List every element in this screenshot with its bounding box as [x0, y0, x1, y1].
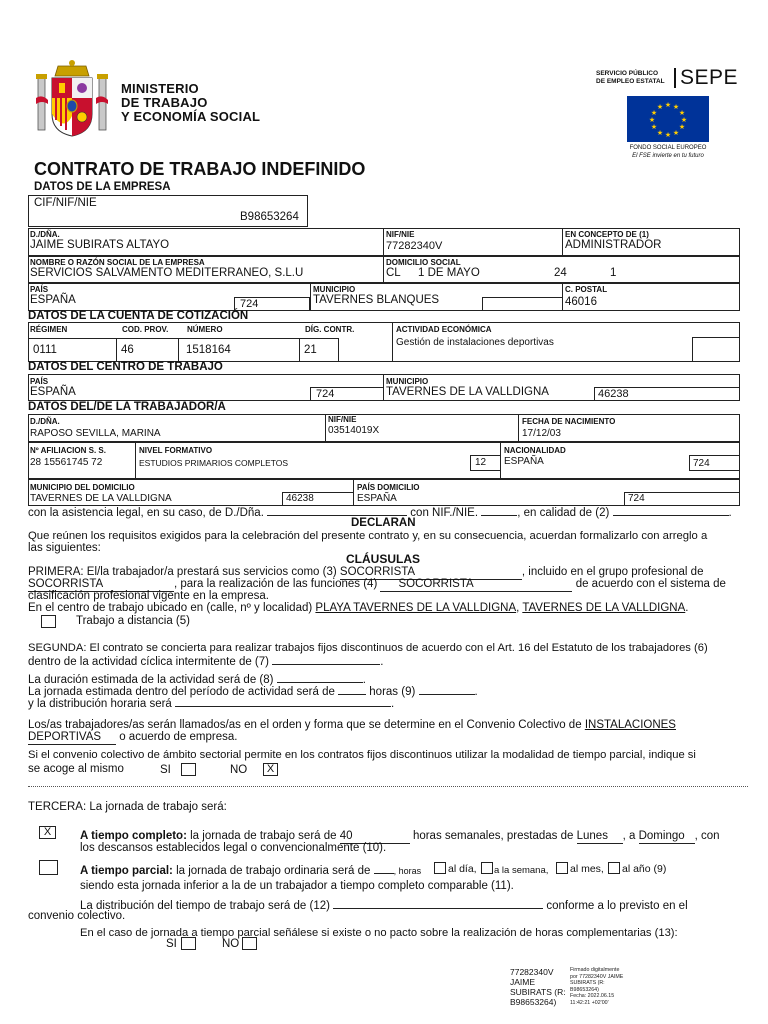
dia-inicio-field[interactable]: Lunes	[577, 830, 623, 844]
parcial-horas-field[interactable]	[374, 863, 394, 874]
tiempo-parcial-checkbox[interactable]	[39, 860, 58, 875]
sepe-small-text	[596, 70, 665, 86]
fse-caption	[616, 145, 720, 160]
nivel-label: NIVEL FORMATIVO	[139, 446, 213, 455]
parcial-semana-checkbox[interactable]	[481, 862, 493, 874]
section-empresa: DATOS DE LA EMPRESA	[34, 181, 171, 193]
parcial-text-1: la jornada de trabajo ordinaria será de	[176, 865, 371, 877]
parcial-fd-si-checkbox[interactable]	[181, 763, 196, 776]
parcial-fd-si-label: SI	[160, 764, 171, 776]
pais-dom-label: PAÍS DOMICILIO	[357, 483, 420, 492]
jornada-horas-field[interactable]	[338, 684, 366, 695]
asistencia-text-c: , en calidad de (2)	[517, 507, 610, 519]
asistencia-nif-field[interactable]	[481, 505, 517, 516]
clausulas-heading: CLÁUSULAS	[346, 552, 420, 566]
empresa-row-2-divider	[383, 256, 384, 283]
primera-funciones[interactable]: SOCORRISTA	[380, 578, 572, 592]
signature-detail-5: Fecha: 2022.06.15	[570, 993, 615, 999]
tiempo-completo-checkbox[interactable]: X	[39, 826, 56, 839]
parcial-anyo-checkbox[interactable]	[608, 862, 620, 874]
signature-line-1: 77282340V	[510, 967, 554, 977]
spain-coat-of-arms-logo	[34, 58, 110, 140]
cotizacion-divider	[392, 322, 393, 362]
convenio-line-2[interactable]: DEPORTIVAS	[28, 731, 116, 745]
mun-dom-code[interactable]: 46238	[286, 493, 314, 504]
document-title: CONTRATO DE TRABAJO INDEFINIDO	[34, 159, 366, 179]
numero-value[interactable]: 1518164	[186, 344, 231, 356]
razon-label: NOMBRE O RAZÓN SOCIAL DE LA EMPRESA	[30, 258, 205, 267]
dig-label: DÍG. CONTR.	[305, 325, 355, 334]
trabajador-row-2-divider-1	[135, 442, 136, 479]
nacionalidad-code[interactable]: 724	[693, 458, 710, 469]
sepe-small-line-1: SERVICIO PÚBLICO	[596, 70, 659, 77]
domicilio-tipo[interactable]: CL	[386, 267, 401, 279]
distribucion-line	[80, 898, 688, 913]
duracion-field[interactable]	[277, 672, 363, 683]
complementarias-si-checkbox[interactable]	[181, 937, 196, 950]
segunda-text-d2: horas (9)	[369, 686, 416, 698]
fse-line-2: El FSE invierte en tu futuro	[632, 152, 704, 159]
parcial-horas-label: , horas	[393, 866, 422, 876]
distribucion-text-2: conforme a lo previsto en el	[546, 900, 688, 912]
distribucion-tiempo-field[interactable]	[333, 898, 543, 909]
empresa-row-3-divider-1	[310, 283, 311, 311]
trabajador-dna-value[interactable]: RAPOSO SEVILLA, MARINA	[30, 428, 161, 439]
dia-fin-field[interactable]: Domingo	[639, 830, 695, 844]
distancia-checkbox[interactable]	[41, 615, 56, 628]
jornada-periodo-field[interactable]	[419, 684, 475, 695]
fse-line-1: FONDO SOCIAL EUROPEO	[629, 145, 707, 151]
cif-label: CIF/NIF/NIE	[34, 197, 97, 209]
svg-text:★: ★	[648, 116, 656, 124]
actividad-ciclica-field[interactable]	[272, 654, 380, 665]
centro-pais-value[interactable]: ESPAÑA	[30, 386, 76, 398]
razon-value[interactable]: SERVICIOS SALVAMENTO MEDITERRANEO, S.L.U	[30, 267, 304, 279]
empresa-row-1-divider-2	[562, 228, 563, 256]
tercera-heading: TERCERA: La jornada de trabajo será:	[28, 801, 227, 813]
empresa-municipio-label: MUNICIPIO	[313, 285, 356, 294]
segunda-text-f2: o acuerdo de empresa.	[119, 731, 238, 743]
regimen-value[interactable]: 0111	[33, 344, 57, 356]
nivel-value[interactable]: ESTUDIOS PRIMARIOS COMPLETOS	[139, 458, 289, 468]
primera-localidad[interactable]: TAVERNES DE LA VALLDIGNA	[522, 602, 686, 614]
domicilio-calle[interactable]: 1 DE MAYO	[418, 267, 480, 279]
domicilio-piso[interactable]: 1	[610, 267, 617, 279]
completo-text-1: la jornada de trabajo será de	[190, 830, 337, 842]
primera-text-c: , para la realización de las funciones (4)	[174, 578, 378, 590]
svg-text:★: ★	[664, 131, 672, 139]
dig-value[interactable]: 21	[304, 344, 317, 356]
svg-text:★: ★	[672, 129, 680, 137]
segunda-line-2: dentro de la actividad cíclica intermitente de (7) .	[28, 656, 384, 668]
section-trabajador: DATOS DEL/DE LA TRABAJADOR/A	[28, 401, 226, 413]
horas-semanales-field[interactable]: 40	[340, 830, 410, 844]
asistencia-text-a: con la asistencia legal, en su caso, de D./Dña.	[28, 507, 264, 519]
primera-text-a: PRIMERA: El/la trabajador/a prestará sus servicios como (3)	[28, 566, 337, 578]
signature-detail-4: B98653264)	[570, 986, 599, 993]
signature-detail-2: por 77282340V JAIME	[570, 973, 624, 980]
distancia-label: Trabajo a distancia (5)	[76, 615, 190, 627]
primera-line-4: En el centro de trabajo ubicado en (calle, nº y localidad) PLAYA TAVERNES DE LA VALLDIGNA, TAVERNES DE LA VALLDIGNA.	[28, 602, 689, 614]
digital-signature-name	[510, 967, 566, 1007]
actividad-value[interactable]: Gestión de instalaciones deportivas	[396, 337, 554, 348]
pais-dom-code[interactable]: 724	[628, 493, 645, 504]
svg-text:★: ★	[680, 116, 688, 124]
sepe-logo	[592, 64, 742, 92]
svg-text:★: ★	[650, 109, 658, 117]
parcial-fd-no-checkbox[interactable]: X	[263, 763, 278, 776]
section-centro: DATOS DEL CENTRO DE TRABAJO	[28, 361, 223, 373]
trabajador-nif-label: NIF/NIE	[328, 415, 357, 424]
convenio-line-1[interactable]: INSTALACIONES	[584, 719, 676, 731]
centro-pais-code[interactable]: 724	[316, 388, 335, 400]
empresa-municipio-value[interactable]: TAVERNES BLANQUES	[313, 294, 440, 306]
intro-line-2: las siguientes:	[28, 542, 101, 554]
digital-signature-details	[570, 967, 623, 1006]
completo-text-3: , a	[622, 830, 636, 842]
sepe-divider	[674, 68, 676, 88]
signature-line-3: SUBIRATS (R:	[510, 987, 566, 997]
tiempo-parcial-line-1	[80, 863, 421, 878]
segunda-line-9	[28, 763, 124, 776]
signature-detail-1: Firmado digitalmente	[570, 967, 620, 973]
empresa-row-1-divider-1	[383, 228, 384, 256]
tiempo-completo-line-2: los descansos establecidos legal o convencionalmente (10).	[80, 842, 387, 854]
centro-municipio-label: MUNICIPIO	[386, 377, 429, 386]
trabajador-row-1-divider-1	[325, 414, 326, 442]
nivel-code[interactable]: 12	[475, 457, 487, 468]
segunda-text-f1: Los/as trabajadores/as serán llamados/as en el orden y forma que se determine en el Convenio Colectivo de	[28, 719, 582, 731]
mun-dom-label: MUNICIPIO DEL DOMICILIO	[30, 483, 135, 492]
svg-text:★: ★	[650, 123, 658, 131]
ministry-line-2: DE TRABAJO	[121, 95, 208, 110]
sepe-wordmark: SEPE	[680, 66, 739, 89]
empresa-pais-value[interactable]: ESPAÑA	[30, 294, 76, 306]
complementarias-si-label: SI	[166, 938, 177, 950]
parcial-semana-label: a la semana,	[494, 865, 549, 876]
asistencia-line: con la asistencia legal, en su caso, de D./Dña. con NIF./NIE. , en calidad de (2) .	[28, 507, 732, 519]
distribucion-text-1: La distribución del tiempo de trabajo será de (12)	[80, 900, 330, 912]
svg-text:★: ★	[678, 123, 686, 131]
actividad-label: ACTIVIDAD ECONÓMICA	[396, 325, 492, 334]
dna-value[interactable]: JAIME SUBIRATS ALTAYO	[30, 239, 170, 251]
svg-text:★: ★	[678, 109, 686, 117]
trabajador-nif-value[interactable]: 03514019X	[328, 425, 380, 436]
centro-pais-label: PAÍS	[30, 377, 49, 386]
parcial-mes-label: al mes,	[570, 863, 604, 875]
segunda-text-b: dentro de la actividad cíclica intermitente de (7)	[28, 656, 269, 668]
signature-line-4: B98653264)	[510, 997, 557, 1007]
dna-label: D./DÑA.	[30, 230, 60, 239]
afiliacion-value[interactable]: 28 15561745 72	[30, 457, 103, 468]
primera-line-3: clasificación profesional vigente en la empresa.	[28, 590, 269, 602]
asistencia-representante-field[interactable]	[267, 505, 407, 516]
nif-label: NIF/NIE	[386, 230, 415, 239]
ministry-line-3: Y ECONOMÍA SOCIAL	[121, 109, 261, 124]
concepto-label: EN CONCEPTO DE (1)	[565, 230, 649, 239]
primera-puesto[interactable]: SOCORRISTA	[340, 566, 522, 580]
declaran-heading: DECLARAN	[351, 517, 416, 529]
trabajador-dna-label: D./DÑA.	[30, 417, 60, 426]
centro-municipio-code[interactable]: 46238	[598, 388, 629, 400]
centro-municipio-value[interactable]: TAVERNES DE LA VALLDIGNA	[386, 386, 549, 398]
segunda-line-3: La duración estimada de la actividad será de (8) .	[28, 674, 366, 686]
ministry-name	[121, 82, 260, 124]
primera-text-b: , incluido en el grupo profesional de	[521, 566, 704, 578]
segunda-text-g2: se acoge al mismo	[28, 763, 124, 775]
nacimiento-label: FECHA DE NACIMIENTO	[522, 417, 616, 426]
mun-dom-value[interactable]: TAVERNES DE LA VALLDIGNA	[30, 493, 172, 504]
complementarias-no-checkbox[interactable]	[242, 937, 257, 950]
svg-text:★: ★	[672, 103, 680, 111]
signature-detail-3: SUBIRATS (R:	[570, 980, 605, 986]
segunda-text-d1: La jornada estimada dentro del período de actividad será de	[28, 686, 335, 698]
regimen-label: RÉGIMEN	[30, 325, 68, 334]
nif-value[interactable]: 77282340V	[386, 240, 443, 252]
asistencia-text-b: con NIF./NIE.	[410, 507, 479, 519]
domicilio-label: DOMICILIO SOCIAL	[386, 258, 461, 267]
nacimiento-value[interactable]: 17/12/03	[522, 428, 561, 439]
signature-detail-6: 11:42:21 +02'00'	[570, 999, 609, 1006]
pais-dom-value[interactable]: ESPAÑA	[357, 493, 397, 504]
primera-text-f: En el centro de trabajo ubicado en (calle, nº y localidad)	[28, 602, 313, 614]
segunda-text-e: y la distribución horaria será	[28, 698, 172, 710]
domicilio-numero[interactable]: 24	[554, 267, 567, 279]
svg-text:★: ★	[656, 129, 664, 137]
parcial-mes-checkbox[interactable]	[556, 862, 568, 874]
primera-text-d: de acuerdo con el sistema de	[575, 578, 726, 590]
primera-grupo[interactable]: SOCORRISTA	[28, 578, 174, 592]
tiempo-completo-title: A tiempo completo:	[80, 830, 187, 842]
dotted-separator	[28, 786, 748, 787]
parcial-fd-no-label: NO	[230, 764, 248, 776]
empresa-pais-label: PAÍS	[30, 285, 49, 294]
parcial-anyo-label: al año (9)	[622, 863, 667, 875]
trabajador-row-1-divider-2	[518, 414, 519, 442]
ministry-line-1: MINISTERIO	[121, 81, 199, 96]
svg-text:★: ★	[664, 101, 672, 109]
section-cotizacion: DATOS DE LA CUENTA DE COTIZACIÓN	[28, 310, 249, 322]
empresa-pais-code[interactable]: 724	[240, 298, 259, 310]
completo-text-4: , con	[694, 830, 720, 842]
primera-calle[interactable]: PLAYA TAVERNES DE LA VALLDIGNA	[315, 602, 517, 614]
parcial-dia-checkbox[interactable]	[434, 862, 446, 874]
asistencia-calidad-field[interactable]	[613, 505, 729, 516]
actividad-code-box	[692, 337, 740, 362]
complementarias-no-label: NO	[222, 938, 240, 950]
intro-line-1: Que reúnen los requisitos exigidos para la celebración del presente contrato y, en su consecuencia, acuerdan formalizarlo con arreglo a	[28, 530, 708, 542]
cp-label: C. POSTAL	[565, 285, 608, 294]
distribucion-horaria-field[interactable]	[175, 696, 391, 707]
parcial-dia-label: al día,	[448, 863, 477, 875]
signature-line-2: JAIME	[510, 977, 536, 987]
numero-label: NÚMERO	[187, 325, 223, 334]
nacionalidad-value[interactable]: ESPAÑA	[504, 456, 544, 467]
eu-flag-icon	[627, 96, 709, 142]
cif-value[interactable]: B98653264	[240, 211, 299, 223]
complementarias-line: En el caso de jornada a tiempo parcial señálese si existe o no pacto sobre la realización de horas complementarias (13):	[80, 927, 678, 939]
sepe-small-line-2: DE EMPLEO ESTATAL	[596, 78, 665, 85]
cp-value[interactable]: 46016	[565, 296, 597, 308]
segunda-line-8: Si el convenio colectivo de ámbito sectorial permite en los contratos fijos discontinuos utilizar la modalidad de tiempo parcial, indique si	[28, 749, 696, 761]
segunda-line-5: y la distribución horaria será .	[28, 698, 395, 710]
segunda-line-1: SEGUNDA: El contrato se concierta para realizar trabajos fijos discontinuos de acuerdo con el Art. 16 del Estatuto de los trabajadores (6)	[28, 642, 708, 654]
tiempo-parcial-line-2: siendo esta jornada inferior a la de un trabajador a tiempo completo comparable (11).	[80, 880, 514, 892]
distribucion-line-2: convenio colectivo.	[28, 910, 126, 922]
afiliacion-label: Nº AFILIACION S. S.	[30, 446, 106, 455]
segunda-line-7	[28, 731, 237, 745]
prov-label: COD. PROV.	[122, 325, 169, 334]
concepto-value[interactable]: ADMINISTRADOR	[565, 239, 662, 251]
segunda-text-c: La duración estimada de la actividad será de (8)	[28, 674, 274, 686]
svg-text:★: ★	[656, 103, 664, 111]
segunda-line-4: La jornada estimada dentro del período de actividad será de horas (9) .	[28, 686, 478, 698]
completo-text-2: horas semanales, prestadas de	[412, 830, 574, 842]
prov-value[interactable]: 46	[121, 344, 134, 356]
empresa-municipio-code-box	[482, 297, 563, 311]
nacionalidad-label: NACIONALIDAD	[504, 446, 566, 455]
tiempo-parcial-title: A tiempo parcial:	[80, 865, 173, 877]
